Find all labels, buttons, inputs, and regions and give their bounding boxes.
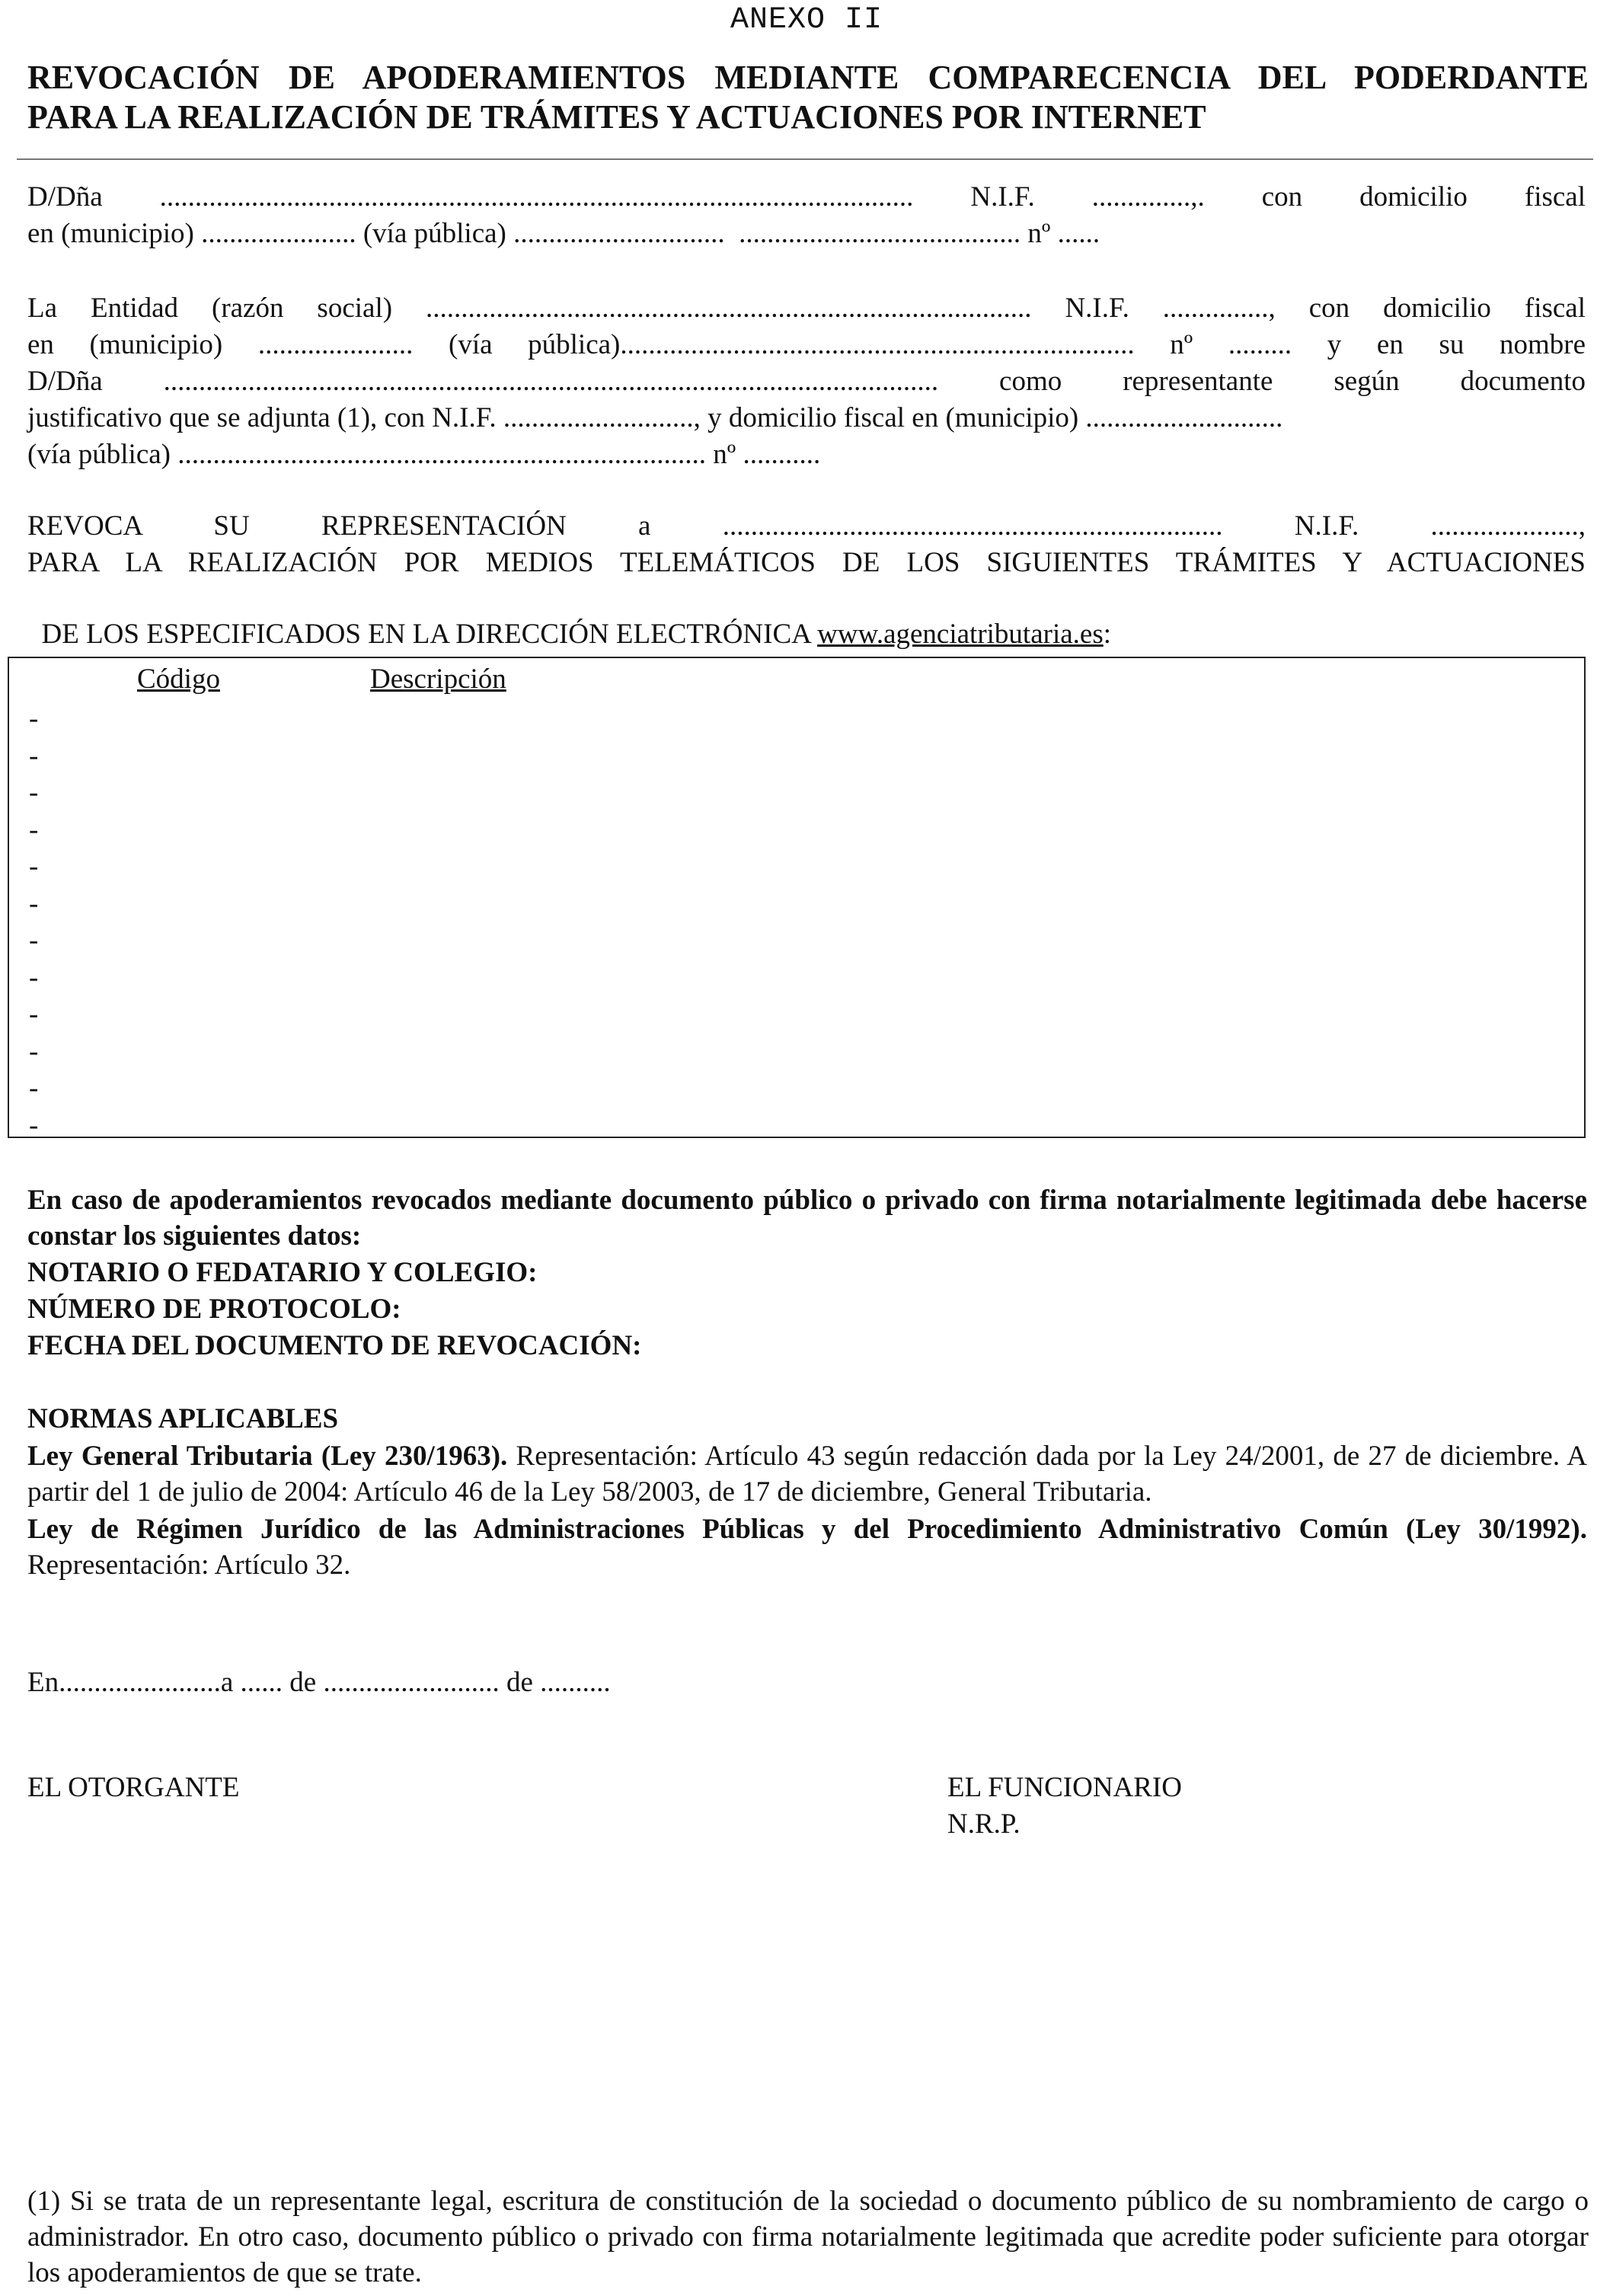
representative-name-field[interactable]: D/Dña .............................................................................................................. [27,366,939,397]
law2-title: Ley de Régimen Jurídico de las Administraciones Públicas y del Procedimiento Administrativo Común (Ley 30/1992). [27,1514,1587,1545]
revoke-nif-field[interactable]: N.I.F. ....................., [1294,510,1586,542]
notary-label: NOTARIO O FEDATARIO Y COLEGIO: [27,1257,538,1288]
table-row[interactable]: - [29,925,39,956]
entity-address-field[interactable]: en (municipio) ...................... (vía pública)......................................................................... [27,329,1135,360]
official-nrp-label: N.R.P. [947,1808,1021,1840]
representative-street-field[interactable]: (vía pública) ........................................................................... nº ........... [27,439,821,470]
table-row[interactable]: - [29,1073,39,1104]
table-row[interactable]: - [29,703,39,734]
entity-number-field[interactable]: nº ......... y en su nombre [1170,329,1586,360]
law-general-tributaria [27,1438,1587,1510]
procedures-rows [29,701,38,1144]
form-title-line1: REVOCACIÓN DE APODERAMIENTOS MEDIANTE COMPARECENCIA DEL PODERDANTE [27,59,1589,96]
entity-line-2[interactable] [27,328,1586,363]
revocation-date-label: FECHA DEL DOCUMENTO DE REVOCACIÓN: [27,1330,642,1361]
footnote: (1) Si se trata de un representante legal, escritura de constitución de la sociedad o documento público de su nombramiento de cargo o administrador. En otro caso, documento público o privado con firma notarialmente legitimada que acredite poder suficiente para otorgar los apoderamientos de que se trate. [27,2186,1589,2288]
place-date-field[interactable]: En.......................a ...... de ......................... de .......... [27,1667,611,1698]
title-divider [17,158,1593,160]
revoke-to-field[interactable]: REVOCA SU REPRESENTACIÓN a ....................................................................... [27,510,1223,542]
column-header-description: Descripción [370,664,506,695]
table-row[interactable]: - [29,961,39,993]
revoke-purpose-text: PARA LA REALIZACIÓN POR MEDIOS TELEMÁTICOS DE LOS SIGUIENTES TRÁMITES Y ACTUACIONES [27,547,1586,578]
revoke-address-line [27,582,1111,652]
annex-label: ANEXO II [730,3,883,37]
table-row[interactable]: - [29,814,39,846]
official-signature-label: EL FUNCIONARIO [947,1772,1182,1803]
table-row[interactable]: - [29,887,39,919]
norms-heading: NORMAS APLICABLES [27,1403,339,1434]
entity-line-3[interactable] [27,364,1586,399]
table-row[interactable]: - [29,777,39,808]
protocol-number-label: NÚMERO DE PROTOCOLO: [27,1293,401,1325]
revoke-line-1[interactable] [27,509,1586,544]
revoke-address-colon: : [1103,619,1112,650]
representative-nif-field[interactable]: justificativo que se adjunta (1), con N.I.F. ..........................., y domicilio fiscal en (municipio) ............................ [27,402,1283,433]
table-row[interactable]: - [29,999,39,1030]
procedures-table [8,657,1586,1138]
form-title-line2: PARA LA REALIZACIÓN DE TRÁMITES Y ACTUACIONES POR INTERNET [27,98,1206,136]
grantor-signature-label: EL OTORGANTE [27,1772,240,1803]
law1-text: Representación: Artículo 43 según redacción dada por la Ley 24/2001, de 27 de diciembre. A partir del 1 de julio de 2004: Artículo 46 de la Ley 58/2003, de 17 de diciembre, General Tributaria. [27,1441,1587,1508]
entity-name-field[interactable]: La Entidad (razón social) ...................................................................................... [27,293,1032,324]
law1-title: Ley General Tributaria (Ley 230/1963). [27,1441,508,1472]
entity-nif-field[interactable]: N.I.F. ..............., con domicilio fiscal [1065,293,1586,324]
law-regimen-juridico [27,1511,1587,1583]
person-nif-field[interactable]: N.I.F. ..............,. con domicilio fiscal [970,181,1586,213]
table-row[interactable]: - [29,1035,39,1067]
form-title [27,58,1589,137]
notary-intro: En caso de apoderamientos revocados mediante documento público o privado con firma notarialmente legitimada debe hacerse constar los siguientes datos: [27,1185,1587,1252]
law2-text: Representación: Artículo 32. [27,1549,351,1581]
table-row[interactable]: - [29,1109,39,1141]
table-row[interactable]: - [29,740,39,772]
table-row[interactable]: - [29,851,39,882]
column-header-code: Código [137,664,220,695]
agencia-tributaria-link[interactable]: www.agenciatributaria.es [817,619,1104,650]
person-line-1[interactable] [27,180,1586,215]
revoke-address-text: DE LOS ESPECIFICADOS EN LA DIRECCIÓN ELECTRÓNICA [41,619,818,650]
entity-line-1[interactable] [27,291,1586,326]
person-address-field[interactable]: en (municipio) ...................... (vía pública) .............................. ........................................ nº ...... [27,218,1100,249]
person-name-field[interactable]: D/Dña ........................................................................................................... [27,181,914,213]
representative-role-text: como representante según documento [999,366,1586,397]
